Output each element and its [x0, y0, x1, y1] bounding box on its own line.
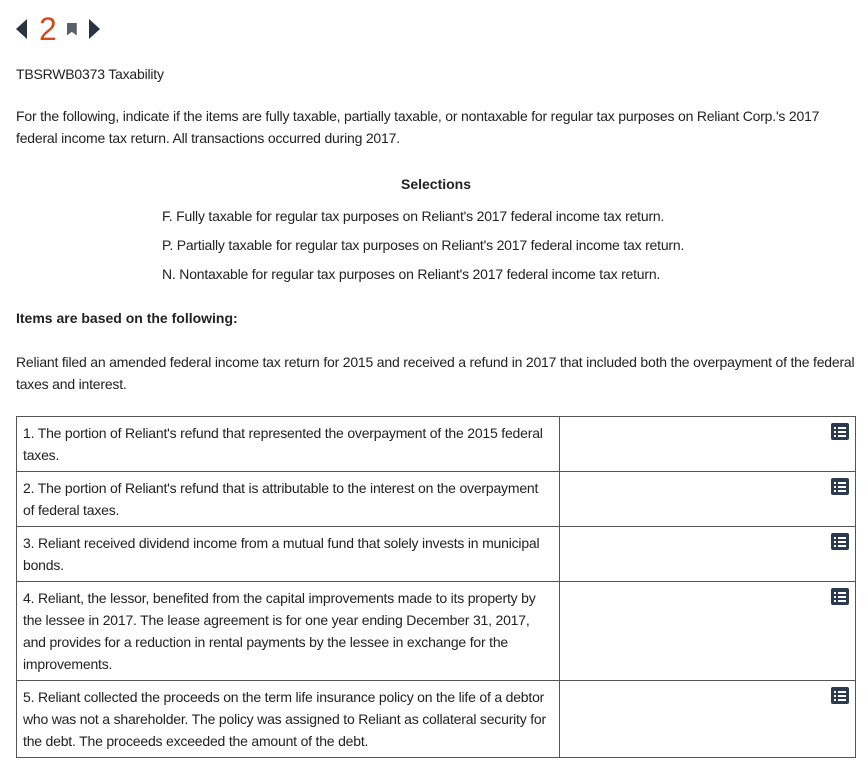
table-row [17, 582, 856, 681]
bookmark-icon[interactable] [67, 23, 77, 36]
next-question-arrow-icon[interactable] [89, 19, 100, 39]
table-row [17, 527, 856, 582]
table-row [17, 681, 856, 758]
scenario-text: Reliant filed an amended federal income tax return for 2015 and received a refund in 2017 that included both the overpayment of the federal taxes and interest. [16, 354, 855, 392]
selections-list [162, 204, 684, 291]
answer-table [16, 416, 856, 758]
list-select-icon[interactable] [831, 423, 849, 440]
answer-cell-4[interactable] [560, 582, 856, 681]
question-number: 2 [39, 11, 57, 47]
list-select-icon[interactable] [831, 533, 849, 550]
previous-question-arrow-icon[interactable] [16, 19, 27, 39]
item-text: 5. Reliant collected the proceeds on the term life insurance policy on the life of a debtor who was not a shareholder. The policy was assigned to Reliant as collateral security for the debt. The proceeds exceeded the amount of the debt. [17, 681, 560, 758]
table-row [17, 417, 856, 472]
answer-cell-5[interactable] [560, 681, 856, 758]
answer-cell-2[interactable] [560, 472, 856, 527]
question-navigation [16, 12, 100, 46]
selection-option-p: P. Partially taxable for regular tax purposes on Reliant's 2017 federal income tax return. [162, 237, 685, 253]
items-based-heading: Items are based on the following: [16, 310, 238, 326]
item-text: 2. The portion of Reliant's refund that is attributable to the interest on the overpayment of federal taxes. [17, 472, 560, 527]
item-text: 1. The portion of Reliant's refund that represented the overpayment of the 2015 federal taxes. [17, 417, 560, 472]
selection-option-n: N. Nontaxable for regular tax purposes on Reliant's 2017 federal income tax return. [162, 266, 661, 282]
item-text: 3. Reliant received dividend income from a mutual fund that solely invests in municipal bonds. [17, 527, 560, 582]
answer-cell-1[interactable] [560, 417, 856, 472]
question-id: TBSRWB0373 Taxability [16, 66, 164, 82]
list-select-icon[interactable] [831, 687, 849, 704]
selection-option-f: F. Fully taxable for regular tax purposes on Reliant's 2017 federal income tax return. [162, 208, 665, 224]
table-row [17, 472, 856, 527]
answer-cell-3[interactable] [560, 527, 856, 582]
selections-title: Selections [400, 176, 472, 192]
list-select-icon[interactable] [831, 478, 849, 495]
list-select-icon[interactable] [831, 588, 849, 605]
instructions-text: For the following, indicate if the items are fully taxable, partially taxable, or nontaxable for regular tax purposes on Reliant Corp.'s 2017 federal income tax return. All transactions occurred during 2017. [16, 108, 820, 146]
item-text: 4. Reliant, the lessor, benefited from the capital improvements made to its property by the lessee in 2017. The lease agreement is for one year ending December 31, 2017, and provides for a reduction in rental payments by the lessee in exchange for the improvements. [17, 582, 560, 681]
